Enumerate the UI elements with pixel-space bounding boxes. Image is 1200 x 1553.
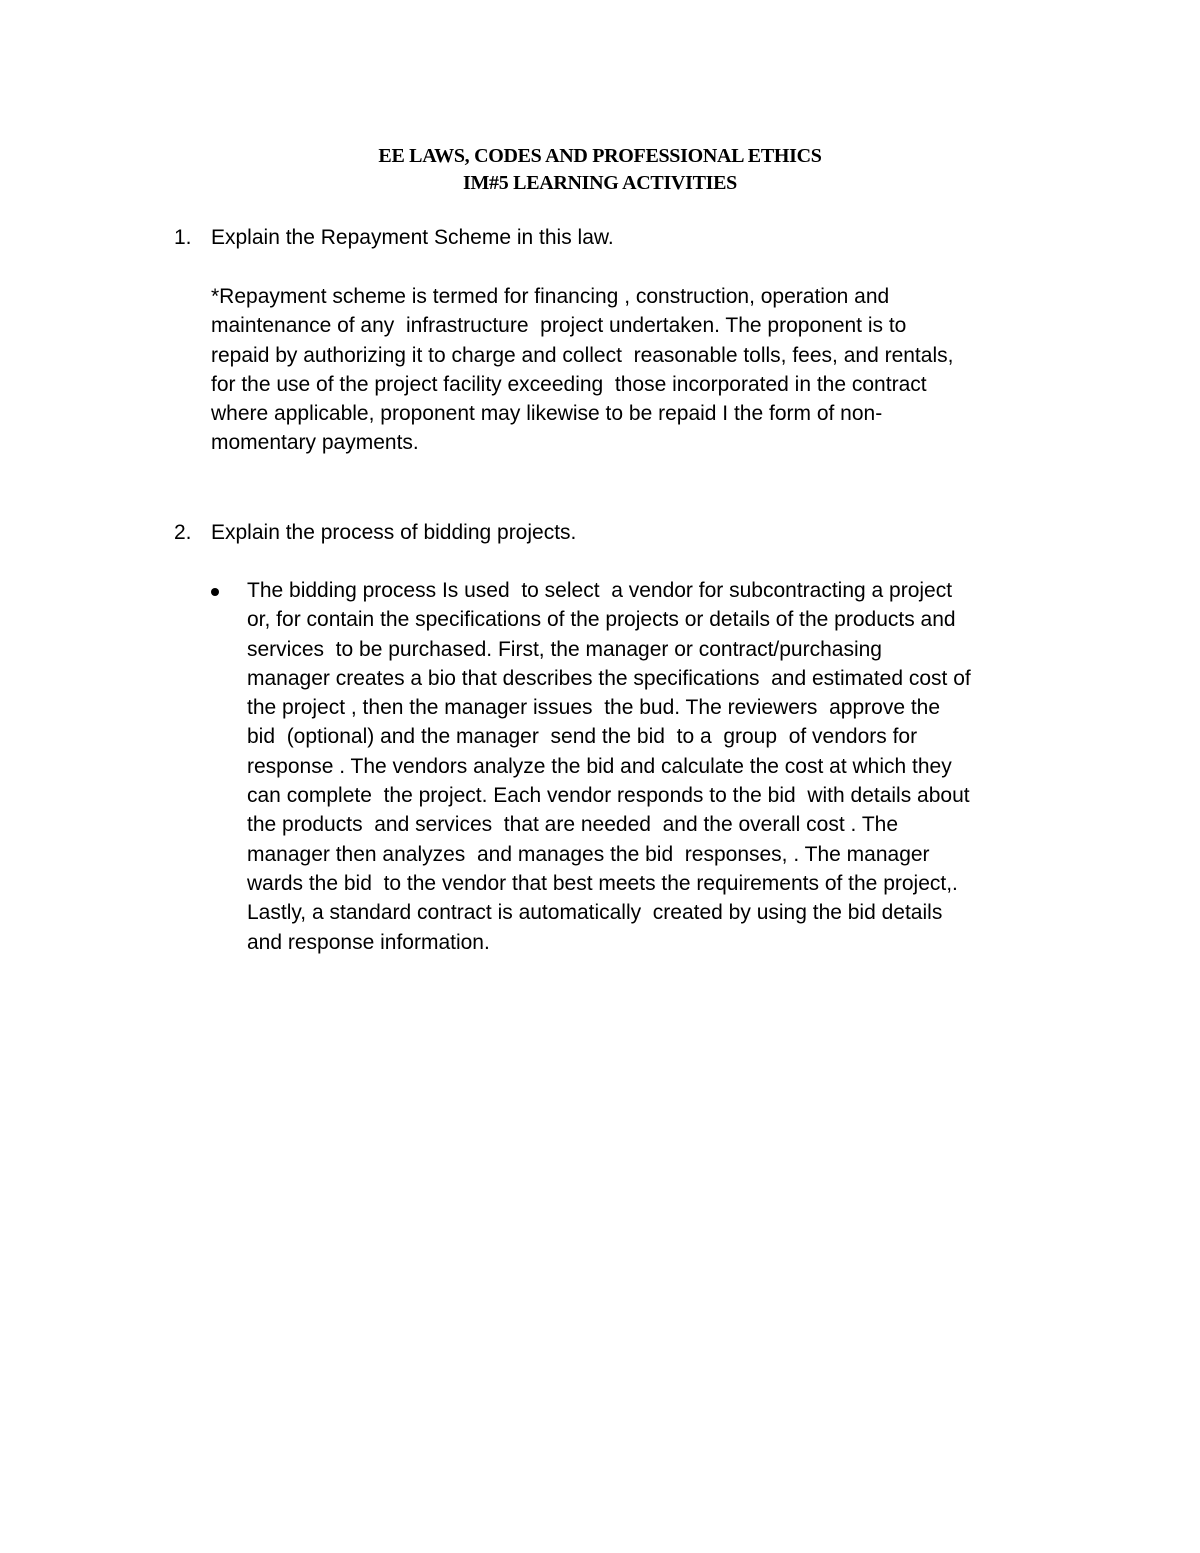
answer-line: repaid by authorizing it to charge and collect reasonable tolls, fees, and rentals, (211, 343, 954, 367)
answer-line: momentary payments. (211, 431, 419, 455)
answer-line: bid (optional) and the manager send the bid to a group of vendors for (247, 725, 918, 749)
answer-line: manager creates a bio that describes the specifications and estimated cost of (247, 666, 971, 690)
answer-line: maintenance of any infrastructure project undertaken. The proponent is to (211, 314, 907, 338)
answer-line: for the use of the project facility exceeding those incorporated in the contract (211, 372, 927, 396)
answer-line: wards the bid to the vendor that best meets the requirements of the project,. (247, 871, 958, 895)
question-prompt: Explain the process of bidding projects. (211, 521, 577, 544)
answer-line: The bidding process Is used to select a vendor for subcontracting a project (247, 579, 953, 602)
document-title (0, 143, 1200, 197)
question-prompt: Explain the Repayment Scheme in this law. (211, 226, 614, 249)
question-number: 1. (174, 226, 192, 249)
bullet-text (247, 576, 1077, 957)
answer-line: or, for contain the specifications of the projects or details of the products and (247, 608, 956, 632)
answer-1 (211, 282, 1071, 458)
title-line-1: EE LAWS, CODES AND PROFESSIONAL ETHICS (378, 145, 822, 167)
question-1 (174, 223, 614, 252)
answer-line: and response information. (247, 930, 490, 954)
answer-line: services to be purchased. First, the manager or contract/purchasing (247, 637, 882, 661)
answer-line: manager then analyzes and manages the bid responses, . The manager (247, 842, 930, 866)
answer-line: can complete the project. Each vendor responds to the bid with details about (247, 784, 970, 808)
answer-line: Lastly, a standard contract is automatically created by using the bid details (247, 901, 943, 925)
answer-line: *Repayment scheme is termed for financing , construction, operation and (211, 285, 890, 308)
answer-line: where applicable, proponent may likewise to be repaid I the form of non- (211, 402, 883, 426)
bullet-icon (211, 588, 219, 596)
answer-line: response . The vendors analyze the bid and calculate the cost at which they (247, 754, 952, 778)
answer-line: the products and services that are needed and the overall cost . The (247, 813, 899, 837)
answer-line: the project , then the manager issues the bud. The reviewers approve the (247, 696, 941, 720)
title-line-2: IM#5 LEARNING ACTIVITIES (463, 172, 737, 194)
question-2 (174, 518, 576, 547)
question-number: 2. (174, 521, 192, 544)
